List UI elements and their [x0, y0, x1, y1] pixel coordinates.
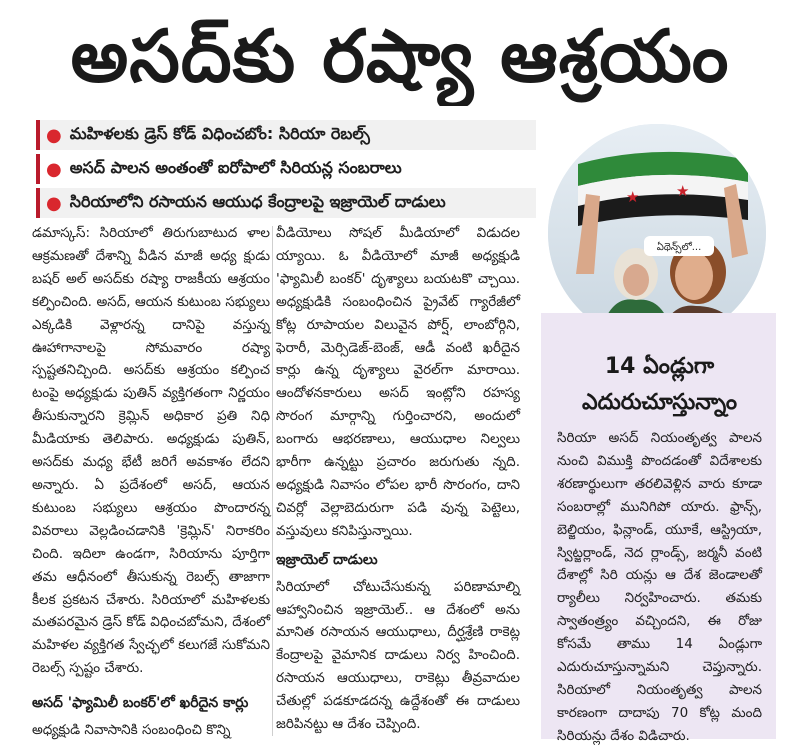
bullet-item: [36, 154, 536, 184]
article-subhead: అసద్ 'ఫ్యామిలీ బంకర్'లో ఖరీదైన కార్లు: [32, 695, 249, 712]
bullet-item: [36, 188, 536, 218]
sidebar-body: సిరియా అసద్ నియంతృత్వ పాలన నుంచి విముక్తి పొందడంతో విదేశాలకు శరణార్థులుగా తరలివెళ్లిన వారు కూడా సంబరాల్లో మునిగిపో యారు. ఫ్రాన్స్, బెల్జియం, ఫిన్లాండ్, యూకే, ఆస్ట్రియా, స్విట్జర్లాండ్, నెద ర్లాండ్స్, జర్మనీ వంటి దేశాల్లో సిరి యన్లు ఆ దేశ జెండాలతో ర్యాలీలు నిర్వహించారు. తమకు స్వాతంత్ర్యం వచ్చిందని, ఈ రోజు కోసమే తాము 14 ఏండ్లుగా ఎదురుచూస్తున్నామని చెప్తున్నారు. సిరియాలో నియంతృత్వ పాలన కారణంగా దాదాపు 70 కోట్ల మంది సిరియన్లు దేశం విడిచారు.: [557, 430, 762, 744]
column-divider: [272, 226, 273, 736]
article-column-1: [32, 222, 270, 742]
bullet-text: సిరియాలోని రసాయన ఆయుధ కేంద్రాలపై ఇజ్రాయెల్ దాడులు: [69, 191, 446, 211]
svg-text:★: ★: [626, 188, 640, 206]
bullet-list: [36, 120, 536, 222]
news-photo: [548, 124, 766, 342]
sidebar-box: [541, 313, 776, 744]
article-paragraph: అధ్యక్షుడి నివాసానికి సంబంధించి కొన్ని: [32, 722, 231, 739]
article-paragraph: సిరియాలో చోటుచేసుకున్న పరిణామాల్ని ఆహ్వానించిన ఇజ్రాయెల్.. ఆ దేశంలో అను మానిత రసాయన ఆయుధాలు, దీర్ఘశ్రేణి రాకెట్ల కేంద్రాలపై వైమానిక దాడులు నిర్వ హించింది. రసాయన ఆయుధాలు, రాకెట్లు తీవ్రవాదుల చేతుల్లో పడకూడదన్న ఉద్దేశంతో ఈ దాడులు జరిపినట్టు ఆ దేశం చెప్పింది.: [276, 578, 520, 733]
syrian-flag-icon: [578, 152, 748, 226]
article-subhead: ఇజ్రాయెల్ దాడులు: [276, 551, 378, 568]
svg-text:★: ★: [676, 182, 690, 200]
sidebar-title: 14 ఏండ్లుగా ఎదురుచూస్తున్నాం: [582, 354, 737, 415]
bullet-dot-icon: ●: [46, 158, 62, 180]
article-paragraph: డమాస్కస్: సిరియాలో తిరుగుబాటుద ళాల ఆక్రమణతో దేశాన్ని వీడిన మాజీ అధ్య క్షుడు బషర్ అల్ అసద్‌కు రష్యా రాజకీయ ఆశ్రయం కల్పించింది. అసద్, ఆయన కుటుంబ సభ్యులు ఎక్కడికి వెళ్లారన్న దానిపై వస్తున్న ఊహాగానాలపై సోమవారం రష్యా స్పష్టతనిచ్చింది. అసద్‌కు ఆశ్రయం కల్పించ టంపై అధ్యక్షుడు పుతిన్ వ్యక్తిగతంగా నిర్ణయం తీసుకున్నారని క్రెమ్లిన్ అధికార ప్రతి నిధి మీడియాకు తెలిపారు. అధ్యక్షుడు పుతిన్, అసద్‌కు మధ్య భేటీ జరిగే అవకాశం లేదని అన్నారు. ఏ ప్రదేశంలో అసద్, ఆయన కుటుంబ సభ్యులు ఆశ్రయం పొందారన్న వివరాలు వెల్లడించడానికి 'క్రెమ్లిన్' నిరాకరిం చింది. ఇదిలా ఉండగా, సిరియాను పూర్తిగా తమ ఆధీనంలో తీసుకున్న రెబల్స్ తాజాగా కీలక ప్రకటన చేశారు. సిరియాలో మహిళలకు మతపరమైన డ్రెస్ కోడ్ విధించబోమని, దేశంలో మహిళల వ్యక్తిగత స్వేచ్ఛలో కలుగజే సుకోమని రెబల్స్ స్పష్టం చేశారు.: [32, 225, 270, 677]
bullet-text: అసద్ పాలన అంతంతో ఐరోపాలో సిరియన్ల సంబరాలు: [69, 157, 402, 177]
bullet-dot-icon: ●: [46, 124, 62, 146]
celebration-photo-illustration: [548, 124, 766, 342]
headline: అసద్‌కు రష్యా ఆశ్రయం: [70, 14, 730, 98]
bullet-dot-icon: ●: [46, 192, 62, 214]
bullet-text: మహిళలకు డ్రెస్ కోడ్ విధించబోం: సిరియా రెబల్స్: [69, 123, 370, 143]
bullet-item: [36, 120, 536, 150]
article-column-2: [276, 222, 520, 736]
article-paragraph: వీడియోలు సోషల్ మీడియాలో విడుదల య్యాయి. ఓ వీడియోలో మాజీ అధ్యక్షుడి 'ఫ్యామిలీ బంకర్' దృశ్యాలు బయటకొ చ్చాయి. అధ్యక్షుడికి సంబంధించిన ప్రైవేట్ గ్యారేజీలో కోట్ల రూపాయల విలువైన పోర్ష్, లాంబోర్గిని, ఫెరారీ, మెర్సిడెజ్-బెంజ్, ఆడీ వంటి ఖరీదైన కార్లు ఉన్న దృశ్యాలు వైరల్‌గా మారాయి. ఆందోళనకారులు అసద్ ఇంట్లోని రహస్య సొరంగ మార్గాన్ని గుర్తించారని, అందులో బంగారు ఆభరణాలు, ఆయుధాల నిల్వలు భారీగా ఉన్నట్టు ప్రచారం జరుగుతు న్నది. అధ్యక్షుడి నివాసం లోపల భారీ సొరంగం, దాని చివర్లో వెల్లాబెదురుగా పడి వున్న పెట్టెలు, వస్తువులు కనిపిస్తున్నాయి.: [276, 225, 520, 539]
photo-caption: ఏథెన్స్‌లో...: [656, 242, 702, 253]
